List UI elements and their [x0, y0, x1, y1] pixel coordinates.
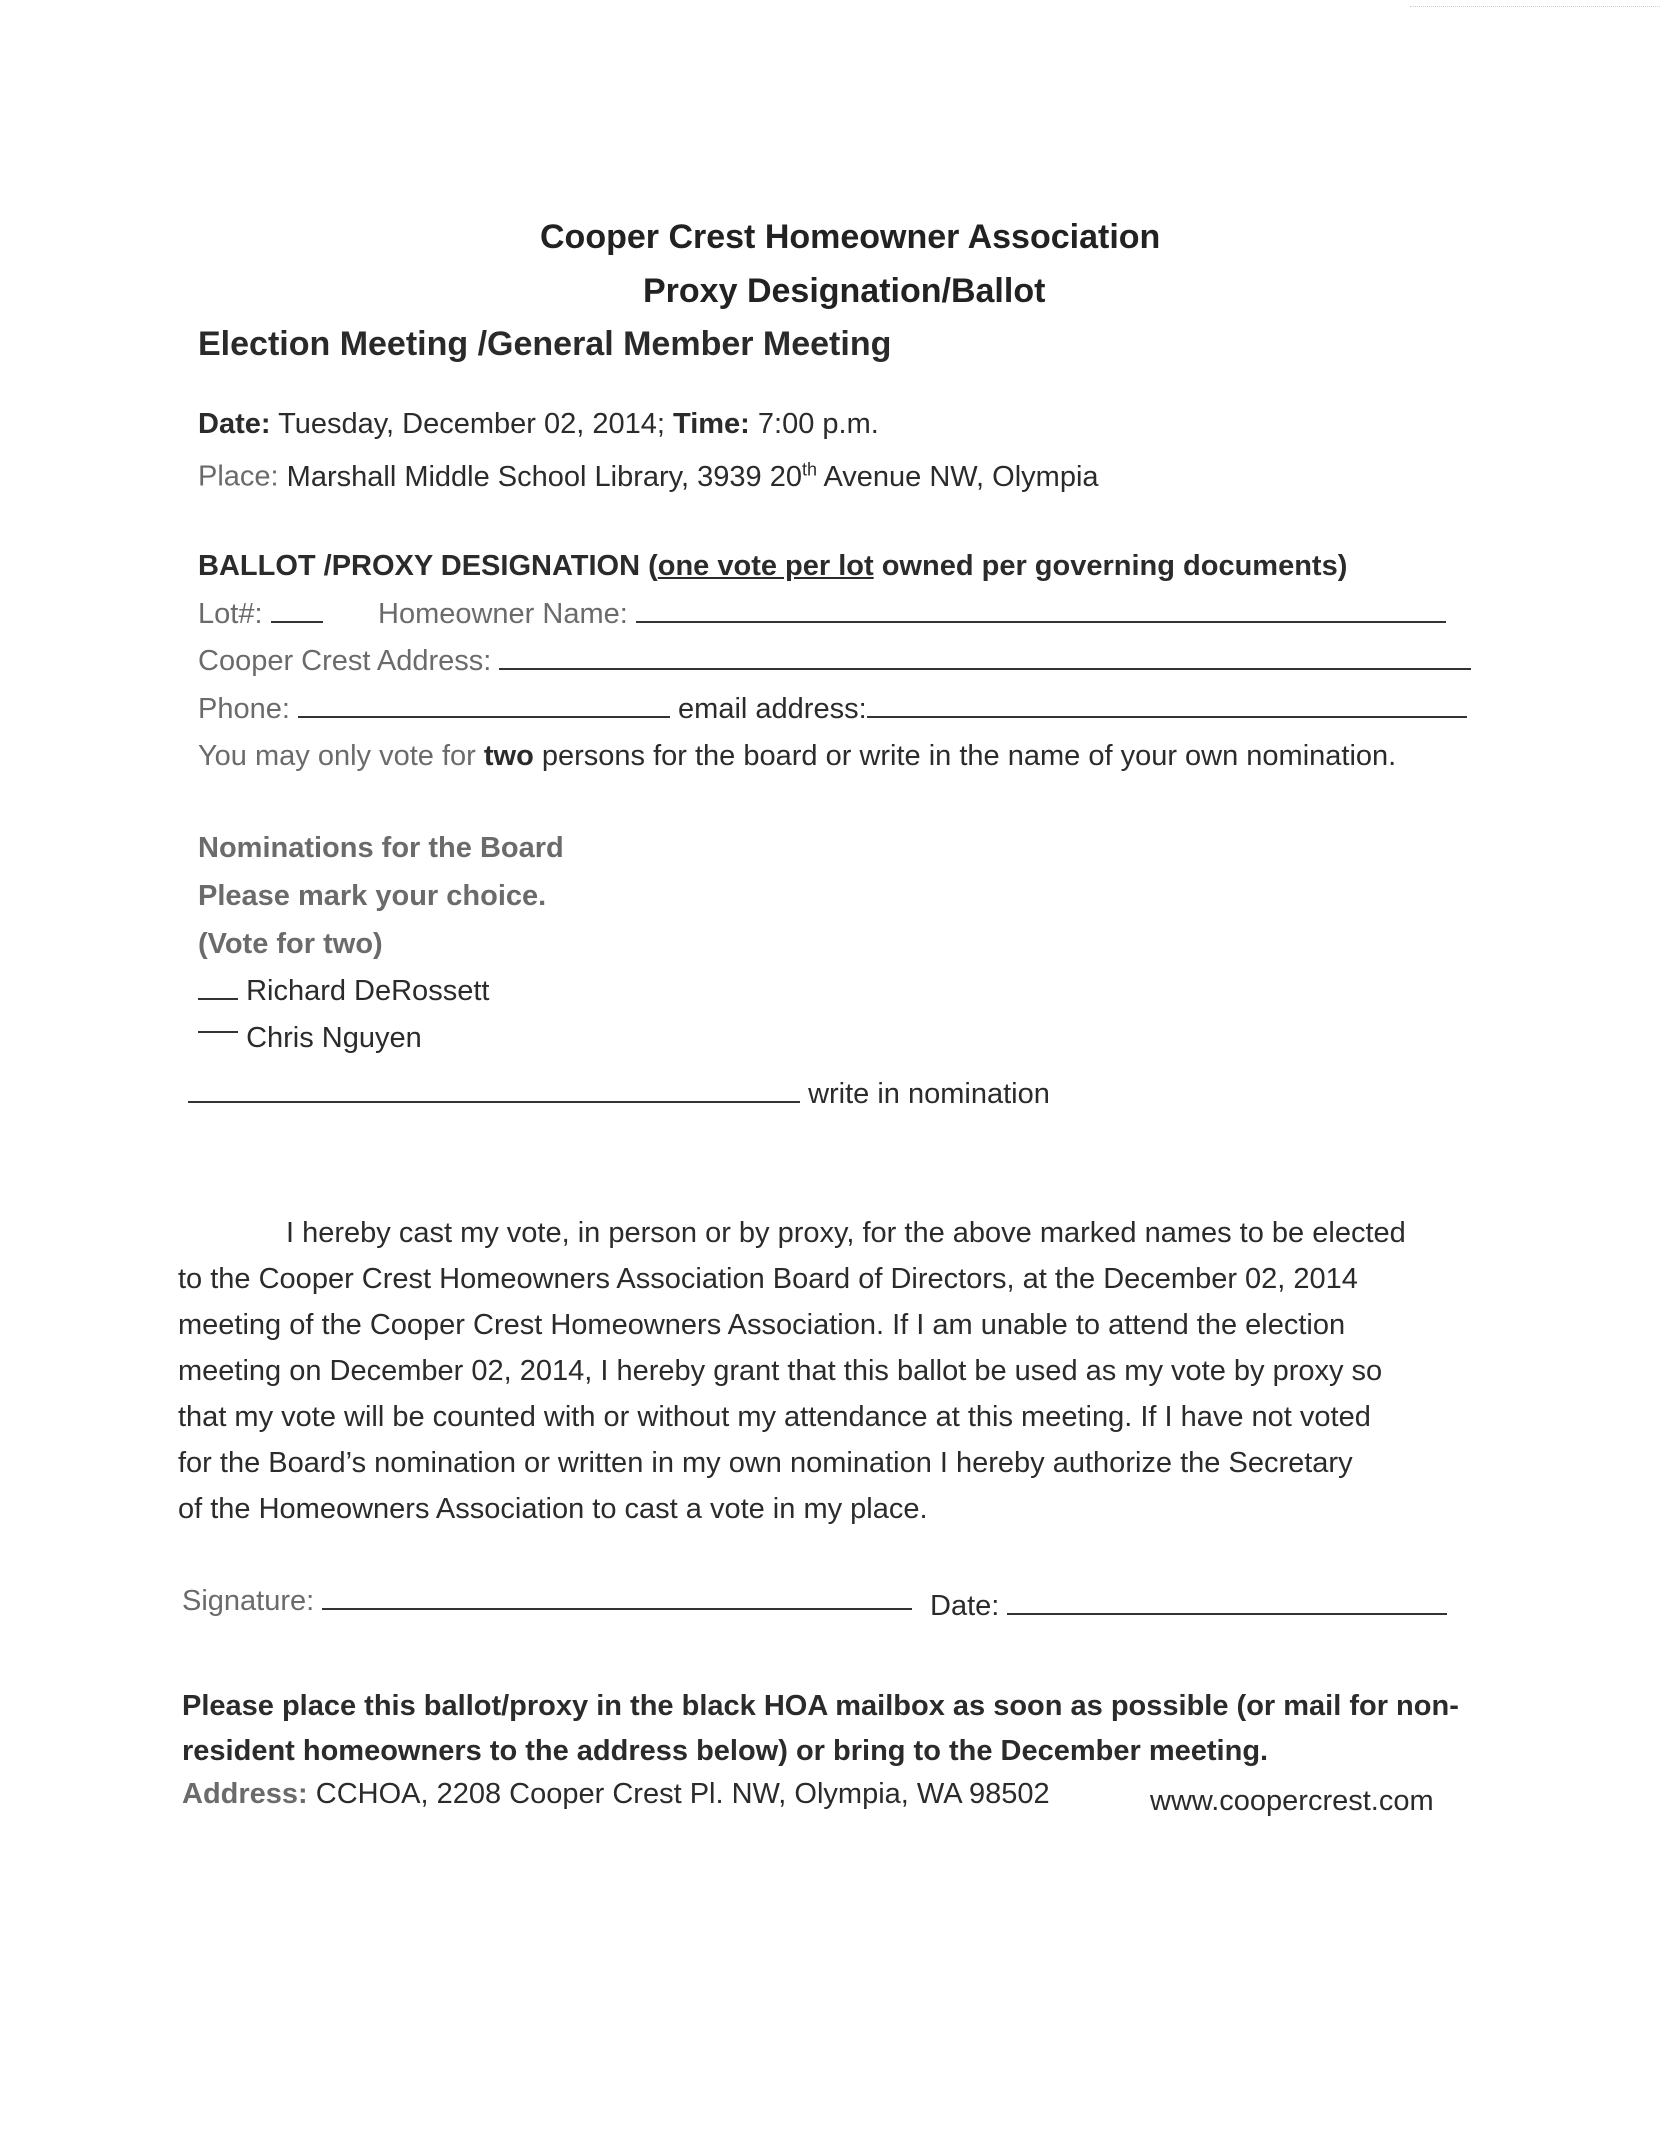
- meeting-title: Election Meeting /General Member Meeting: [198, 325, 892, 363]
- candidate-name: Chris Nguyen: [246, 1022, 422, 1054]
- footer-address: [182, 1778, 1050, 1811]
- write-in-label: write in nomination: [808, 1078, 1050, 1110]
- declaration-line: that my vote will be counted with or without my attendance at this meeting. If I have not voted: [178, 1401, 1371, 1433]
- signature-field[interactable]: [322, 1607, 912, 1610]
- homeowner-row: [378, 598, 1446, 631]
- vote-count-note: (Vote for two): [198, 928, 383, 960]
- time-label: Time:: [673, 408, 750, 440]
- declaration-line: for the Board’s nomination or written in my own nomination I hereby authorize the Secretary: [178, 1447, 1353, 1479]
- ballot-heading: BALLOT /PROXY DESIGNATION (one vote per lot owned per governing documents): [198, 550, 1348, 582]
- signature-date-label: Date:: [930, 1590, 1000, 1622]
- candidate-row: [198, 1022, 422, 1055]
- meeting-date-line: [198, 408, 879, 441]
- phone-label: Phone:: [198, 693, 290, 725]
- vote-note: You may only vote for two persons for the board or write in the name of your own nomination.: [198, 740, 1397, 772]
- candidate-checkbox[interactable]: [198, 997, 238, 1000]
- place-label: Place:: [198, 460, 279, 493]
- footer-website: www.coopercrest.com: [1150, 1785, 1434, 1817]
- lot-row: [198, 598, 323, 631]
- time-value: 7:00 p.m.: [757, 408, 879, 440]
- document-title: Proxy Designation/Ballot: [643, 272, 1046, 310]
- candidate-checkbox[interactable]: [198, 1030, 238, 1033]
- meeting-place-line: [198, 459, 1099, 494]
- place-value: Marshall Middle School Library, 3939 20th Avenue NW, Olympia: [286, 459, 1099, 493]
- email-label: email address:: [678, 693, 867, 725]
- homeowner-label: Homeowner Name:: [378, 598, 628, 630]
- footer-instructions-1: Please place this ballot/proxy in the black HOA mailbox as soon as possible (or mail for non-: [182, 1690, 1459, 1722]
- ballot-heading-underlined: one vote per lot: [657, 550, 874, 582]
- declaration-paragraph: [178, 1210, 1488, 1532]
- homeowner-name-field[interactable]: [636, 620, 1446, 623]
- footer-address-label: Address:: [182, 1778, 308, 1810]
- address-row: [198, 645, 1471, 678]
- org-title: Cooper Crest Homeowner Association: [540, 218, 1161, 256]
- email-field[interactable]: [867, 715, 1467, 718]
- write-in-row: [188, 1078, 1050, 1111]
- declaration-line: of the Homeowners Association to cast a vote in my place.: [178, 1493, 928, 1525]
- candidate-name: Richard DeRossett: [246, 975, 490, 1007]
- signature-label: Signature:: [182, 1585, 315, 1617]
- declaration-line: meeting of the Cooper Crest Homeowners Association. If I am unable to attend the election: [178, 1309, 1346, 1341]
- scan-artifact: [1410, 0, 1660, 7]
- lot-label: Lot#:: [198, 598, 263, 630]
- candidate-row: [198, 975, 489, 1008]
- declaration-line: I hereby cast my vote, in person or by proxy, for the above marked names to be elected: [286, 1217, 1406, 1249]
- footer-instructions-2: resident homeowners to the address below) or bring to the December meeting.: [182, 1735, 1269, 1767]
- signature-date-field[interactable]: [1007, 1612, 1447, 1615]
- phone-row: [198, 693, 1467, 726]
- nominations-instruction: Please mark your choice.: [198, 880, 547, 912]
- date-label: Date:: [198, 408, 271, 440]
- date-row: [930, 1590, 1447, 1623]
- signature-row: [182, 1585, 912, 1618]
- lot-field[interactable]: [271, 620, 323, 623]
- date-value: Tuesday, December 02, 2014;: [278, 408, 665, 440]
- address-label: Cooper Crest Address:: [198, 645, 492, 677]
- declaration-line: to the Cooper Crest Homeowners Association Board of Directors, at the December 02, 2014: [178, 1263, 1358, 1295]
- nominations-heading: Nominations for the Board: [198, 832, 564, 864]
- phone-field[interactable]: [298, 715, 670, 718]
- write-in-field[interactable]: [188, 1100, 800, 1103]
- footer-address-value: CCHOA, 2208 Cooper Crest Pl. NW, Olympia, WA 98502: [315, 1778, 1050, 1810]
- address-field[interactable]: [499, 667, 1471, 670]
- declaration-line: meeting on December 02, 2014, I hereby grant that this ballot be used as my vote by proxy so: [178, 1355, 1383, 1387]
